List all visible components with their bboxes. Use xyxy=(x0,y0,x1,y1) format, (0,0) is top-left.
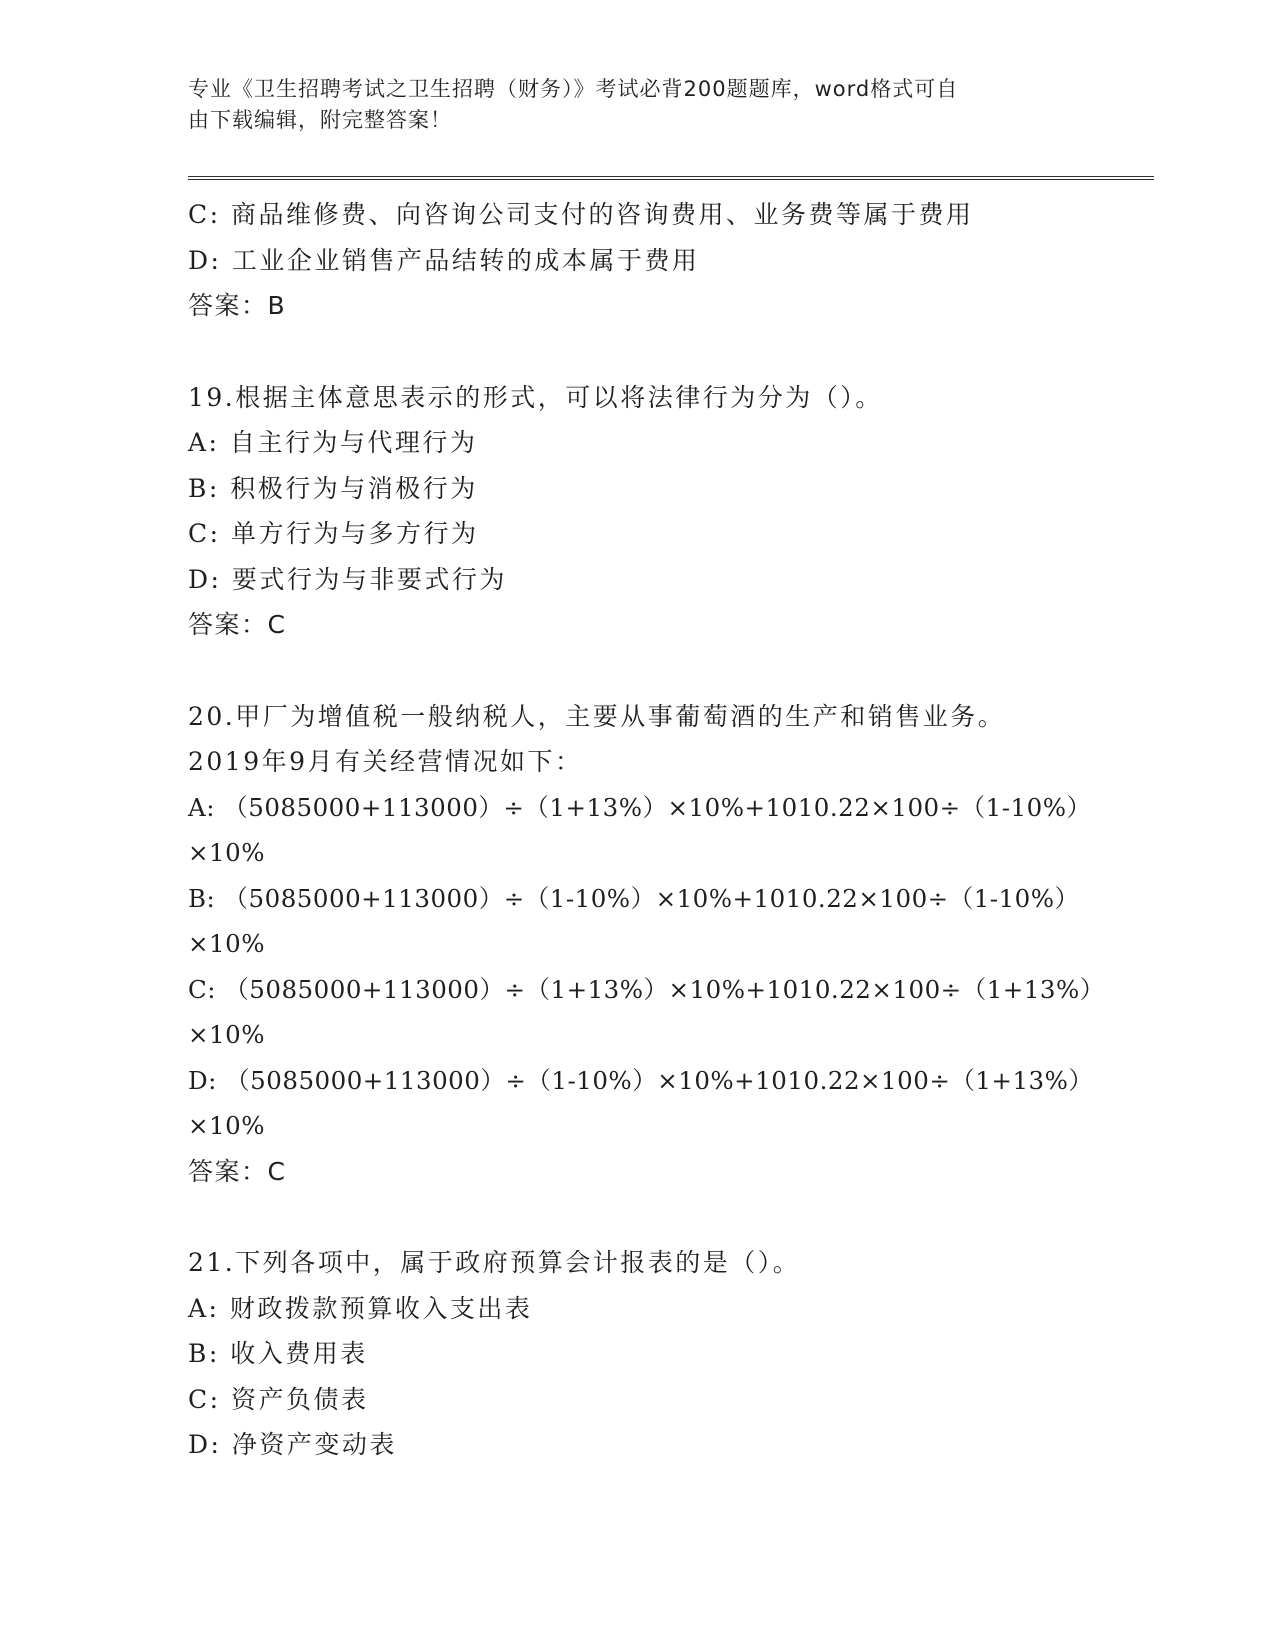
spacer xyxy=(188,648,1088,694)
q21-question: 21.下列各项中，属于政府预算会计报表的是（）。 xyxy=(188,1248,801,1277)
q18-option-c: C: 商品维修费、向咨询公司支付的咨询费用、业务费等属于费用 xyxy=(188,200,974,229)
q20-option-d-line-1: D: （5085000+113000）÷（1-10%）×10%+1010.22×100÷（1+13%） xyxy=(188,1065,1094,1095)
spacer xyxy=(188,329,1088,375)
question-body xyxy=(188,192,1105,1468)
header-divider xyxy=(188,176,1154,180)
q19-option-d: D: 要式行为与非要式行为 xyxy=(188,564,507,594)
q19-option-a: A: 自主行为与代理行为 xyxy=(188,428,478,457)
q21-option-a: A: 财政拨款预算收入支出表 xyxy=(188,1293,533,1323)
document-header xyxy=(188,74,1078,136)
q18-answer: 答案：B xyxy=(188,291,287,320)
q20-option-b-line-1: B: （5085000+113000）÷（1-10%）×10%+1010.22×100÷（1-10%） xyxy=(188,883,1080,913)
q20-option-b-line-2: ×10% xyxy=(188,929,265,958)
q21-option-c: C: 资产负债表 xyxy=(188,1384,369,1414)
q19-question: 19.根据主体意思表示的形式，可以将法律行为分为（）。 xyxy=(188,382,883,412)
q19-option-c: C: 单方行为与多方行为 xyxy=(188,519,479,548)
q20-option-a-line-2: ×10% xyxy=(188,838,265,867)
q20-option-d-line-2: ×10% xyxy=(188,1111,265,1140)
spacer xyxy=(188,1194,1088,1240)
q20-question-line-1: 20.甲厂为增值税一般纳税人，主要从事葡萄酒的生产和销售业务。 xyxy=(188,701,1006,731)
q19-answer: 答案：C xyxy=(188,610,287,639)
q20-option-c-line-1: C: （5085000+113000）÷（1+13%）×10%+1010.22×100÷（1+13%） xyxy=(188,974,1105,1004)
header-line-1: 专业《卫生招聘考试之卫生招聘（财务）》考试必背200题题库，word格式可自 xyxy=(188,77,959,101)
q20-option-a-line-1: A: （5085000+113000）÷（1+13%）×10%+1010.22×100÷（1-10%） xyxy=(188,792,1092,822)
q20-question-line-2: 2019年9月有关经营情况如下： xyxy=(188,747,583,776)
q20-option-c-line-2: ×10% xyxy=(188,1020,265,1049)
q19-option-b: B: 积极行为与消极行为 xyxy=(188,473,478,503)
q20-answer: 答案：C xyxy=(188,1156,287,1186)
q21-option-b: B: 收入费用表 xyxy=(188,1339,368,1368)
q21-option-d: D: 净资产变动表 xyxy=(188,1430,397,1459)
q18-option-d: D: 工业企业销售产品结转的成本属于费用 xyxy=(188,245,700,275)
header-line-2: 由下载编辑，附完整答案！ xyxy=(188,108,452,132)
